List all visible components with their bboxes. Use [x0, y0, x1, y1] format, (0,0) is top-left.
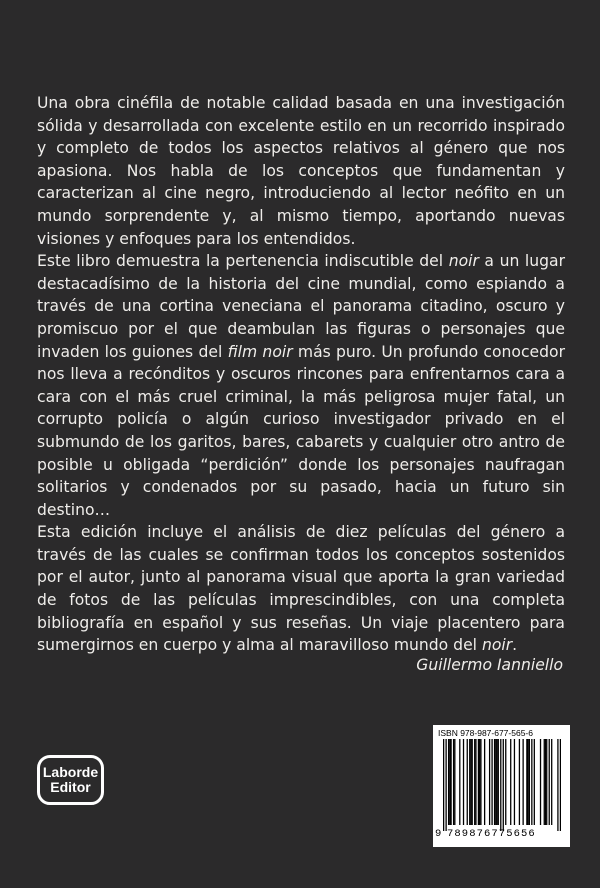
barcode-bars — [443, 739, 561, 831]
barcode-bar — [469, 739, 470, 825]
barcode-bar — [498, 739, 499, 825]
barcode-bar — [505, 739, 506, 825]
barcode-bar — [479, 739, 480, 825]
barcode-bar — [551, 739, 552, 825]
barcode-bar — [449, 739, 450, 825]
barcode-bar — [454, 739, 455, 825]
blurb-text: Una obra cinéfila de notable calidad basada en una investigación sólida y desarrollada con excelente estilo en un recorrido inspirado y completo de todos los aspectos relativos al género que nos apasiona. Nos habla de los conceptos que fundamentan y caracterizan al cine negro, introduciendo al lector neófito en un mundo sorprendente y, al mismo tiempo, aportando nuevas visiones y enfoques para los entendidos. — [37, 94, 565, 248]
barcode-bar — [557, 739, 558, 831]
publisher-logo-line-1: Laborde — [42, 764, 99, 780]
blurb-text: Este libro demuestra la pertenencia indiscutible del — [37, 252, 449, 271]
barcode-bar — [527, 739, 528, 825]
barcode-bar — [494, 739, 495, 825]
barcode-bar — [489, 739, 490, 825]
barcode-bar — [450, 739, 451, 825]
back-cover-blurb — [37, 92, 565, 657]
publisher-logo — [37, 755, 104, 805]
author-name: Guillermo Ianniello — [416, 656, 563, 674]
barcode-bar — [514, 739, 515, 825]
barcode-bar — [484, 739, 485, 825]
barcode-bar — [478, 739, 479, 825]
italic-term: noir — [448, 252, 479, 271]
blurb-text: a un lugar destacadísimo de la historia del cine mundial, como espiando a través de una cortina veneciana el panorama citadino, oscuro y promiscuo por el que deambulan las figuras o personajes que invaden los guiones del — [37, 252, 565, 361]
ean-remaining-digits: 789876775656 — [447, 828, 536, 840]
italic-term: film noir — [227, 342, 293, 361]
barcode-bar — [463, 739, 464, 825]
barcode-bar — [540, 739, 541, 825]
barcode-bar — [496, 739, 497, 825]
barcode-bar — [519, 739, 520, 825]
barcode-bar — [545, 739, 546, 825]
barcode-bar — [472, 739, 473, 825]
blurb-paragraph-1 — [37, 92, 565, 250]
blurb-text: . — [512, 636, 518, 655]
blurb-paragraph-3 — [37, 521, 565, 657]
isbn-label: ISBN 978-987-677-565-6 — [438, 728, 533, 738]
barcode-bar — [534, 739, 535, 825]
barcode-bar — [503, 739, 504, 831]
barcode-bar — [544, 739, 545, 825]
barcode-bar — [522, 739, 523, 825]
italic-term: noir — [481, 636, 513, 655]
barcode-bar — [445, 739, 446, 831]
barcode-bar — [459, 739, 460, 825]
barcode-bar — [500, 739, 501, 831]
barcode-bar — [526, 739, 527, 825]
barcode-bar — [448, 739, 449, 825]
barcode-bar — [531, 739, 532, 825]
barcode-bar — [510, 739, 511, 825]
barcode-bar — [467, 739, 468, 825]
barcode-bar — [529, 739, 530, 825]
barcode-bar — [546, 739, 547, 825]
barcode-bar — [470, 739, 471, 825]
barcode-bar — [474, 739, 475, 825]
barcode-bar — [495, 739, 496, 825]
blurb-paragraph-2 — [37, 250, 565, 521]
blurb-text: más puro. Un profundo conocedor nos lleva a recónditos y oscuros rincones para enfrentarnos cara a cara con el más cruel criminal, la más peligrosa mujer fatal, un corrupto policía o algún curioso investigador privado en el submundo de los garitos, bares, cabarets y cualquier otro antro de posible u obligada “perdición” donde los personajes naufragan solitarios y condenados por su pasado, hacia un futuro sin destino… — [37, 342, 565, 519]
barcode-bar — [549, 739, 550, 825]
blurb-text: Esta edición incluye el análisis de diez películas del género a través de las cuales se confirman todos los conceptos sostenidos por el autor, junto al panorama visual que aporta la gran variedad de fotos de las películas imprescindibles, con una completa bibliografía en español y sus reseñas. Un viaje placentero para sumergirnos en cuerpo y alma al maravilloso mundo del — [37, 523, 565, 655]
publisher-logo-line-2: Editor — [50, 779, 91, 795]
barcode-bar — [480, 739, 481, 825]
barcode-bar — [443, 739, 444, 831]
barcode-bar — [560, 739, 561, 831]
barcode-bar — [453, 739, 454, 825]
barcode-bar — [475, 739, 476, 825]
isbn-barcode — [433, 725, 570, 847]
ean-first-digit: 9 — [435, 828, 442, 840]
barcode-bar — [491, 739, 492, 825]
